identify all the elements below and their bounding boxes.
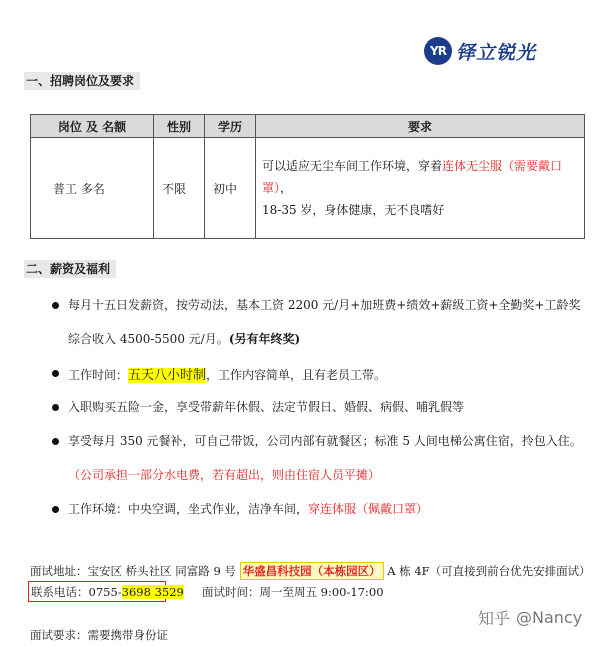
worktime-text: ，工作内容简单，且有老员工带。 [206, 368, 387, 382]
bullet-icon [52, 506, 59, 513]
watermark [478, 606, 582, 629]
bullet-icon [52, 370, 59, 377]
phone-number: 3698 3529 [121, 585, 184, 599]
worktime-highlight: 五天八小时制 [128, 368, 207, 383]
phone-label: 联系电话：0755- [31, 585, 122, 599]
interview-time: 面试时间：周一至周五 9:00-17:00 [202, 585, 384, 599]
interview-requirement: 面试要求：需要携带身份证 [30, 628, 168, 642]
bullet-icon [52, 438, 59, 445]
logo-text: 铎立锐光 [456, 41, 537, 64]
benefit-meal-housing: 享受每月 350 元餐补，可自己带饭，公司内部有就餐区；标准 5 人间电梯公寓住宿，拎包入住。 [68, 434, 582, 448]
benefit-worktime [68, 364, 386, 383]
req-text-red: 连体无尘服（需要戴口罩） [262, 159, 563, 195]
table-header-row [31, 115, 585, 138]
benefit-utilities-note: （公司承担一部分水电费，若有超出，则由住宿人员平摊） [68, 468, 381, 482]
table-row [31, 138, 585, 239]
benefit-environment [68, 500, 428, 517]
address-building: A 栋 4F（可直接到前台优先安排面试） [387, 564, 591, 578]
interview-address [30, 563, 591, 579]
cell-gender: 不限 [154, 138, 205, 239]
cell-requirement [256, 138, 585, 239]
table-header-requirement: 要求 [256, 115, 585, 138]
positions-table [30, 114, 585, 239]
benefit-insurance: 入职购买五险一金，享受带薪年休假、法定节假日、婚假、病假、哺乳假等 [68, 400, 465, 414]
address-text: 面试地址：宝安区 桥头社区 同富路 9 号 [30, 564, 236, 578]
section-title-positions: 一、招聘岗位及要求 [24, 72, 140, 89]
bullet-icon [52, 302, 59, 309]
worktime-label: 工作时间： [68, 368, 129, 382]
req-text-a: 可以适应无尘车间工作环境，穿着 [262, 159, 443, 173]
interview-phone [31, 584, 184, 600]
table-header-post: 岗位 及 名额 [31, 115, 154, 138]
table-header-education: 学历 [205, 115, 256, 138]
bullet-icon [52, 404, 59, 411]
environment-text: 工作环境：中央空调，坐式作业，洁净车间， [68, 502, 309, 516]
cell-education: 初中 [205, 138, 256, 239]
req-text-b: ， [280, 181, 293, 195]
benefit-income [68, 330, 300, 347]
company-logo [424, 34, 536, 68]
benefit-bonus: (另有年终奖) [228, 332, 301, 346]
section-title-benefits: 二、薪资及福利 [24, 260, 116, 277]
address-park: 华盛昌科技园（本栋园区） [240, 562, 384, 580]
benefit-income-text: 综合收入 4500-5500 元/月。 [68, 332, 229, 346]
req-text-c: 18-35 岁，身体健康，无不良嗜好 [262, 203, 445, 217]
watermark-user: @Nancy [516, 608, 583, 627]
environment-red: 穿连体服（佩戴口罩） [308, 502, 429, 516]
cell-post: 普工 多名 [31, 138, 154, 239]
benefit-salary: 每月十五日发薪资，按劳动法，基本工资 2200 元/月+加班费+绩效+薪级工资+全勤奖+工龄奖 [68, 298, 581, 312]
watermark-brand: 知乎 [478, 609, 511, 628]
logo-mark-icon: YR [424, 37, 452, 65]
table-header-gender: 性别 [154, 115, 205, 138]
